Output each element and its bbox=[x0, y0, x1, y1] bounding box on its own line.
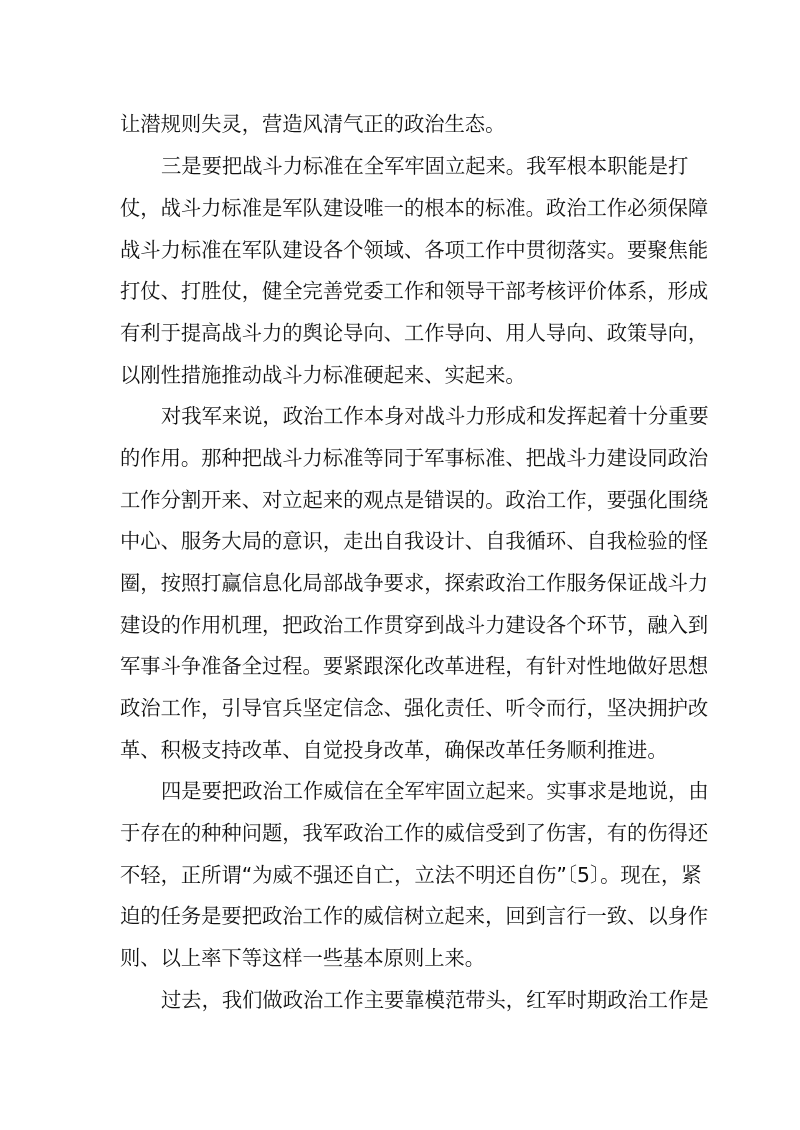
text-line: 的作用。那种把战斗力标准等同于军事标准、把战斗力建设同政治 bbox=[120, 446, 709, 470]
text-line: 建设的作用机理，把政治工作贯穿到战斗力建设各个环节，融入到 bbox=[120, 613, 709, 637]
paragraph-first-line: 三是要把战斗力标准在全军牢固立起来。我军根本职能是打 bbox=[161, 154, 689, 178]
text-line: 让潜规则失灵，营造风清气正的政治生态。 bbox=[120, 112, 506, 136]
text-line: 圈，按照打赢信息化局部战争要求，探索政治工作服务保证战斗力 bbox=[120, 571, 709, 595]
text-line: 以刚性措施推动战斗力标准硬起来、实起来。 bbox=[120, 363, 526, 387]
paragraph-first-line: 过去，我们做政治工作主要靠模范带头，红军时期政治工作是 bbox=[161, 988, 709, 1012]
text-line: 中心、服务大局的意识，走出自我设计、自我循环、自我检验的怪 bbox=[120, 529, 709, 553]
text-line: 军事斗争准备全过程。要紧跟深化改革进程，有针对性地做好思想 bbox=[120, 654, 709, 678]
text-line: 则、以上率下等这样一些基本原则上来。 bbox=[120, 946, 486, 970]
text-line: 革、积极支持改革、自觉投身改革，确保改革任务顺利推进。 bbox=[120, 738, 668, 762]
text-line: 战斗力标准在军队建设各个领域、各项工作中贯彻落实。要聚焦能 bbox=[120, 238, 709, 262]
paragraph-first-line: 四是要把政治工作威信在全军牢固立起来。实事求是地说，由 bbox=[161, 779, 709, 803]
paragraph-first-line: 对我军来说，政治工作本身对战斗力形成和发挥起着十分重要 bbox=[161, 404, 709, 428]
text-line: 于存在的种种问题，我军政治工作的威信受到了伤害，有的伤得还 bbox=[120, 821, 709, 845]
text-line: 打仗、打胜仗，健全完善党委工作和领导干部考核评价体系，形成 bbox=[120, 279, 709, 303]
text-line: 迫的任务是要把政治工作的威信树立起来，回到言行一致、以身作 bbox=[120, 904, 709, 928]
text-line: 不轻，正所谓“为威不强还自亡，立法不明还自伤”〔5〕。现在，紧 bbox=[120, 863, 702, 887]
text-line: 有利于提高战斗力的舆论导向、工作导向、用人导向、政策导向， bbox=[120, 321, 709, 345]
text-line: 工作分割开来、对立起来的观点是错误的。政治工作，要强化围绕 bbox=[120, 488, 709, 512]
text-line: 政治工作，引导官兵坚定信念、强化责任、听令而行，坚决拥护改 bbox=[120, 696, 709, 720]
text-line: 仗，战斗力标准是军队建设唯一的根本的标准。政治工作必须保障 bbox=[120, 196, 709, 220]
